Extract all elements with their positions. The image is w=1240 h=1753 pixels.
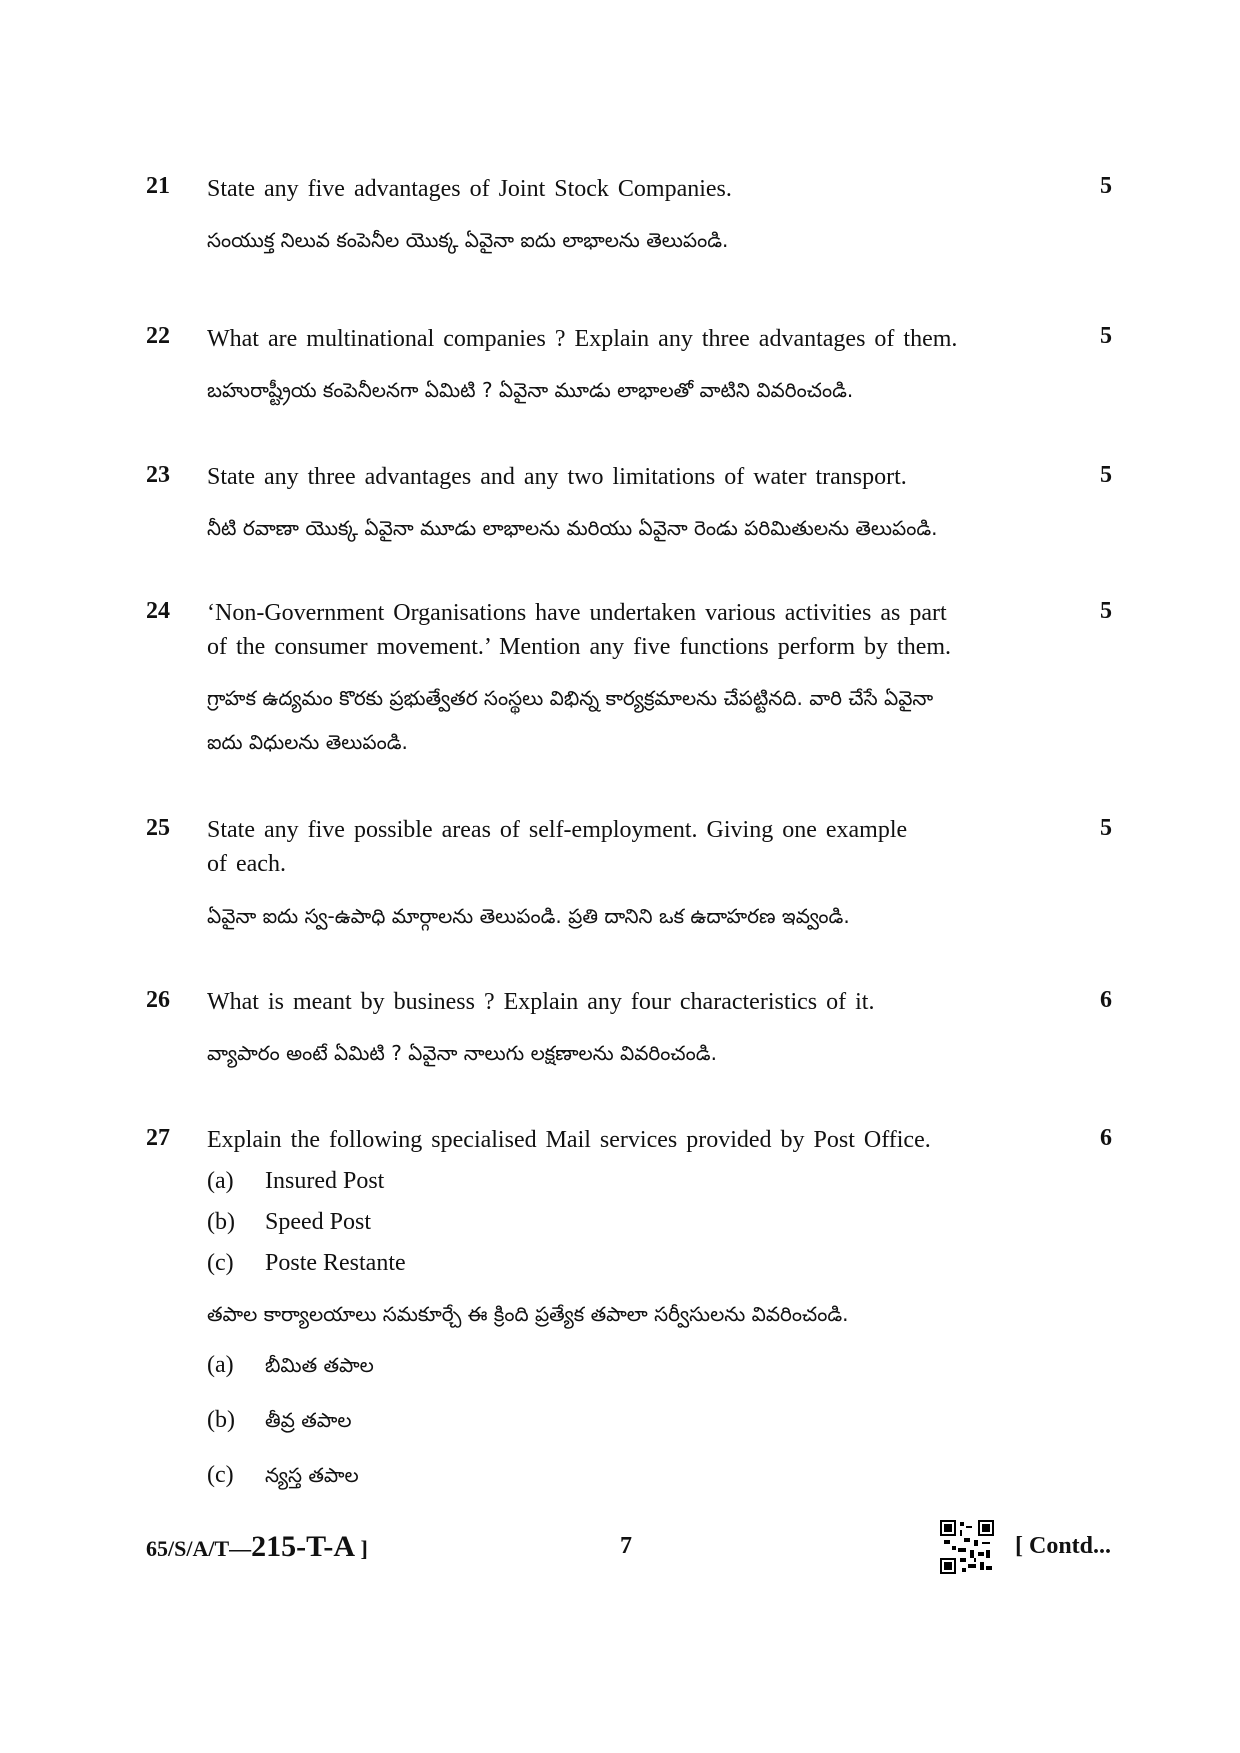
- question-text-en: of the consumer movement.’ Mention any five functions perform by them.: [207, 634, 952, 660]
- question-number: 25: [146, 815, 170, 841]
- question-number: 23: [146, 462, 170, 488]
- question-text-en: State any five possible areas of self-employment. Giving one example: [207, 817, 908, 843]
- question-number: 26: [146, 987, 170, 1013]
- question-text-te: సంయుక్త నిలువ కంపెనీల యొక్క ఏవైనా ఐదు లాభాలను తెలుపండి.: [207, 228, 729, 252]
- question-text-en: State any five advantages of Joint Stock Companies.: [207, 176, 732, 202]
- option-text: Speed Post: [265, 1209, 372, 1235]
- paper-code-main: 215-T-A: [251, 1530, 356, 1563]
- option-text: న్యస్త తపాల: [265, 1463, 359, 1487]
- question-text-en: What is meant by business ? Explain any four characteristics of it.: [207, 989, 875, 1015]
- option-label: (c): [207, 1462, 234, 1488]
- paper-code: [146, 1530, 368, 1564]
- option-text: Poste Restante: [265, 1250, 406, 1276]
- question-text-te: వ్యాపారం అంటే ఏమిటి ? ఏవైనా నాలుగు లక్షణాలను వివరించండి.: [207, 1041, 717, 1065]
- question-marks: 6: [1100, 987, 1112, 1013]
- question-number: 24: [146, 598, 170, 624]
- question-marks: 5: [1100, 323, 1112, 349]
- option-label: (a): [207, 1168, 234, 1194]
- question-text-te: గ్రాహక ఉద్యమం కొరకు ప్రభుత్వేతర సంస్థలు విభిన్న కార్యక్రమాలను చేపట్టినది. వారి చేసే ఏవైనా: [207, 686, 934, 710]
- option-label: (c): [207, 1250, 234, 1276]
- question-number: 22: [146, 323, 170, 349]
- paper-code-prefix: 65/S/A/T—: [146, 1536, 252, 1561]
- page-number: 7: [620, 1533, 632, 1559]
- option-label: (b): [207, 1407, 235, 1433]
- option-label: (a): [207, 1352, 234, 1378]
- question-text-en: of each.: [207, 851, 286, 877]
- option-text: తీవ్ర తపాల: [265, 1408, 352, 1432]
- option-te-c: [207, 1462, 359, 1492]
- option-text: Insured Post: [265, 1168, 385, 1194]
- question-text-en: State any three advantages and any two limitations of water transport.: [207, 464, 907, 490]
- option-te-b: [207, 1407, 352, 1437]
- question-text-te: బహురాష్ట్రీయ కంపెనీలనగా ఏమిటి ? ఏవైనా మూడు లాభాలతో వాటిని వివరించండి.: [207, 378, 854, 402]
- question-text-te: నీటి రవాణా యొక్క ఏవైనా మూడు లాభాలను మరియు ఏవైనా రెండు పరిమితులను తెలుపండి.: [207, 516, 938, 540]
- option-label: (b): [207, 1209, 235, 1235]
- question-number: 21: [146, 173, 170, 199]
- question-text-te: తపాల కార్యాలయాలు సమకూర్చే ఈ క్రింది ప్రత్యేక తపాలా సర్వీసులను వివరించండి.: [207, 1302, 849, 1326]
- question-marks: 5: [1100, 598, 1112, 624]
- question-marks: 5: [1100, 462, 1112, 488]
- question-text-te: ఏవైనా ఐదు స్వ-ఉపాధి మార్గాలను తెలుపండి. ప్రతి దానిని ఒక ఉదాహరణ ఇవ్వండి.: [207, 904, 850, 928]
- paper-code-suffix: ]: [355, 1536, 368, 1561]
- question-marks: 6: [1100, 1125, 1112, 1151]
- question-text-en: ‘Non-Government Organisations have undertaken various activities as part: [207, 600, 947, 626]
- question-text-en: Explain the following specialised Mail services provided by Post Office.: [207, 1127, 931, 1153]
- question-text-en: What are multinational companies ? Explain any three advantages of them.: [207, 326, 958, 352]
- option-text: బీమిత తపాల: [265, 1353, 374, 1377]
- question-number: 27: [146, 1125, 170, 1151]
- continued-label: [ Contd...: [1015, 1533, 1112, 1559]
- question-marks: 5: [1100, 173, 1112, 199]
- option-en-c: [207, 1250, 406, 1277]
- option-en-b: [207, 1209, 371, 1236]
- question-text-te: ఐదు విధులను తెలుపండి.: [207, 730, 408, 754]
- option-te-a: [207, 1352, 374, 1382]
- question-marks: 5: [1100, 815, 1112, 841]
- option-en-a: [207, 1168, 384, 1195]
- qr-code-icon: [940, 1520, 994, 1574]
